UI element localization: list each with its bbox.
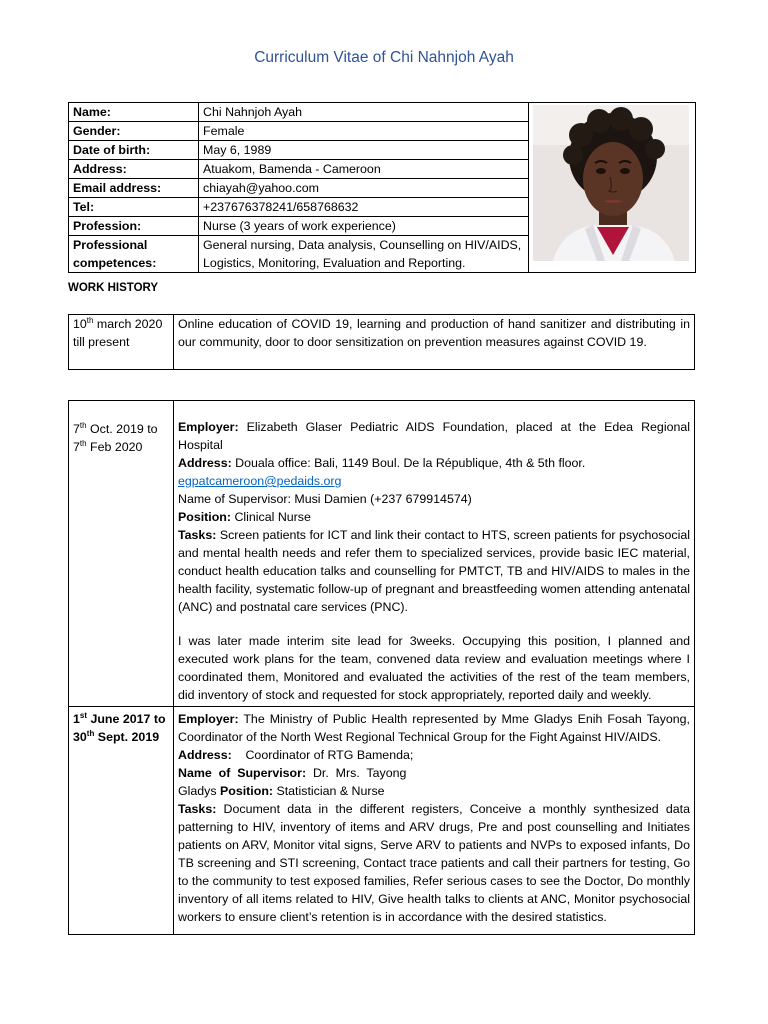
address-label: Address: — [178, 748, 232, 762]
personal-info-table — [68, 102, 696, 273]
date-day: 10 — [73, 317, 87, 331]
job1-position — [178, 508, 690, 526]
date-sup: th — [79, 438, 87, 448]
date-day: 7 — [73, 440, 80, 454]
page-title: Curriculum Vitae of Chi Nahnjoh Ayah — [254, 49, 514, 66]
date-line2: till present — [73, 335, 130, 349]
date-day: 30 — [73, 730, 87, 744]
employer-value: Elizabeth Glaser Pediatric AIDS Foundation, placed at the Edea Regional Hospital — [178, 420, 690, 452]
supervisor-label: Name of Supervisor: — [178, 492, 291, 506]
employer-value: The Ministry of Public Health represented by Mme Gladys Enih Fosah Tayong, Coordinator of the North West Regional Technical Group for the Fight Against HIV/AIDS. — [178, 712, 690, 744]
supervisor-value: Musi Damien (+237 679914574) — [290, 492, 472, 506]
label-competences: Professional competences: — [69, 236, 199, 273]
date-rest: June 2017 to — [87, 712, 166, 726]
current-job-table — [68, 314, 695, 370]
job1-address — [178, 454, 690, 472]
job-row — [69, 401, 695, 707]
date-day: 7 — [73, 422, 80, 436]
job2-date — [69, 707, 174, 935]
value-competences: General nursing, Data analysis, Counselling on HIV/AIDS, Logistics, Monitoring, Evaluation and Reporting. — [199, 236, 529, 273]
value-gender: Female — [199, 122, 529, 141]
job1-email-link[interactable]: egpatcameroon@pedaids.org — [178, 474, 342, 488]
address-value: Coordinator of RTG Bamenda; — [231, 748, 414, 762]
date-sup: th — [79, 420, 87, 430]
profile-photo — [533, 105, 689, 261]
label-dob: Date of birth: — [69, 141, 199, 160]
employer-label: Employer: — [178, 420, 239, 434]
job-row — [69, 707, 695, 935]
position-label: Position: — [220, 784, 274, 798]
position-value: Statistician & Nurse — [273, 784, 385, 798]
date-sup: st — [79, 710, 88, 720]
date-rest: Oct. 2019 to — [86, 422, 158, 436]
label-address: Address: — [69, 160, 199, 179]
work-history-heading: WORK HISTORY — [68, 282, 159, 294]
supervisor-value: Dr. Mrs. Tayong — [306, 766, 407, 780]
date-rest: march 2020 — [93, 317, 163, 331]
position-prefix: Gladys — [178, 784, 221, 798]
label-gender: Gender: — [69, 122, 199, 141]
job1-extra: I was later made interim site lead for 3weeks. Occupying this position, I planned and executed work plans for the team, convened data review and evaluation meetings where I coordinated them, Monitored and evaluated the activities of the rest of the team members, did inventory of stock and requested for stock appropriately, reported daily and weekly. — [178, 634, 690, 702]
tasks-value: Document data in the different registers, Conceive a monthly synthesized data patterning to HIV, inventory of items and ARV drugs, Pre and post counselling and Initiates patients on ARV, Monitor vital signs, Serve ARV to patients and NVPs to exposed infants, Do TB screening and STI screening, Contact trace patients and call their partners for testing, Go to the community to test exposed families, Refer serious cases to see the Doctor, Do monthly inventory of all items related to HIV, Give health talks to clients at ANC, Monitor psychosocial workers to ensure client’s retention is in accordance with the desired statistics. — [178, 802, 690, 924]
label-email: Email address: — [69, 179, 199, 198]
date-rest: Sept. 2019 — [94, 730, 160, 744]
date-sup: th — [86, 728, 95, 738]
date-sup: th — [86, 315, 94, 325]
job2-details — [174, 707, 695, 935]
value-address: Atuakom, Bamenda - Cameroon — [199, 160, 529, 179]
photo-cell — [528, 103, 695, 273]
current-job-date — [69, 315, 174, 370]
position-value: Clinical Nurse — [231, 510, 311, 524]
position-label: Position: — [178, 510, 231, 524]
value-dob: May 6, 1989 — [199, 141, 529, 160]
label-tel: Tel: — [69, 198, 199, 217]
label-name: Name: — [69, 103, 199, 122]
tasks-label: Tasks: — [178, 528, 217, 542]
value-email: chiayah@yahoo.com — [199, 179, 529, 198]
job1-employer — [178, 418, 690, 454]
job2-supervisor — [178, 764, 690, 782]
tasks-label: Tasks: — [178, 802, 217, 816]
address-label: Address: — [178, 456, 232, 470]
tasks-value: Screen patients for ICT and link their contact to HTS, screen patients for psychosocial and mental health needs and refer them to specialized services, provide basic IEC material, conduct health education talks and counselling for PMTCT, TB and HIV/AIDS to males in the health facility, systematic follow-up of pregnant and breastfeeding women attending antenatal (ANC) and postnatal care services (PNC). — [178, 528, 690, 614]
job1-tasks — [178, 526, 690, 616]
current-job-description: Online education of COVID 19, learning and production of hand sanitizer and distributing in our community, door to door sensitization on prevention measures against COVID 19. — [174, 315, 695, 370]
job2-address — [178, 746, 690, 764]
address-value: Douala office: Bali, 1149 Boul. De la République, 4th & 5th floor. — [231, 456, 586, 470]
job1-supervisor — [178, 490, 690, 508]
employer-label: Employer: — [178, 712, 239, 726]
date-rest: Feb 2020 — [86, 440, 143, 454]
work-history-table — [68, 400, 695, 935]
supervisor-label: Name of Supervisor: — [178, 766, 307, 780]
job1-details — [174, 401, 695, 707]
label-profession: Profession: — [69, 217, 199, 236]
job2-position — [178, 782, 690, 800]
job1-date — [69, 401, 174, 707]
job2-employer — [178, 710, 690, 746]
date-day: 1 — [73, 712, 80, 726]
job2-tasks — [178, 800, 690, 926]
value-name: Chi Nahnjoh Ayah — [199, 103, 529, 122]
value-tel: +237676378241/658768632 — [199, 198, 529, 217]
value-profession: Nurse (3 years of work experience) — [199, 217, 529, 236]
